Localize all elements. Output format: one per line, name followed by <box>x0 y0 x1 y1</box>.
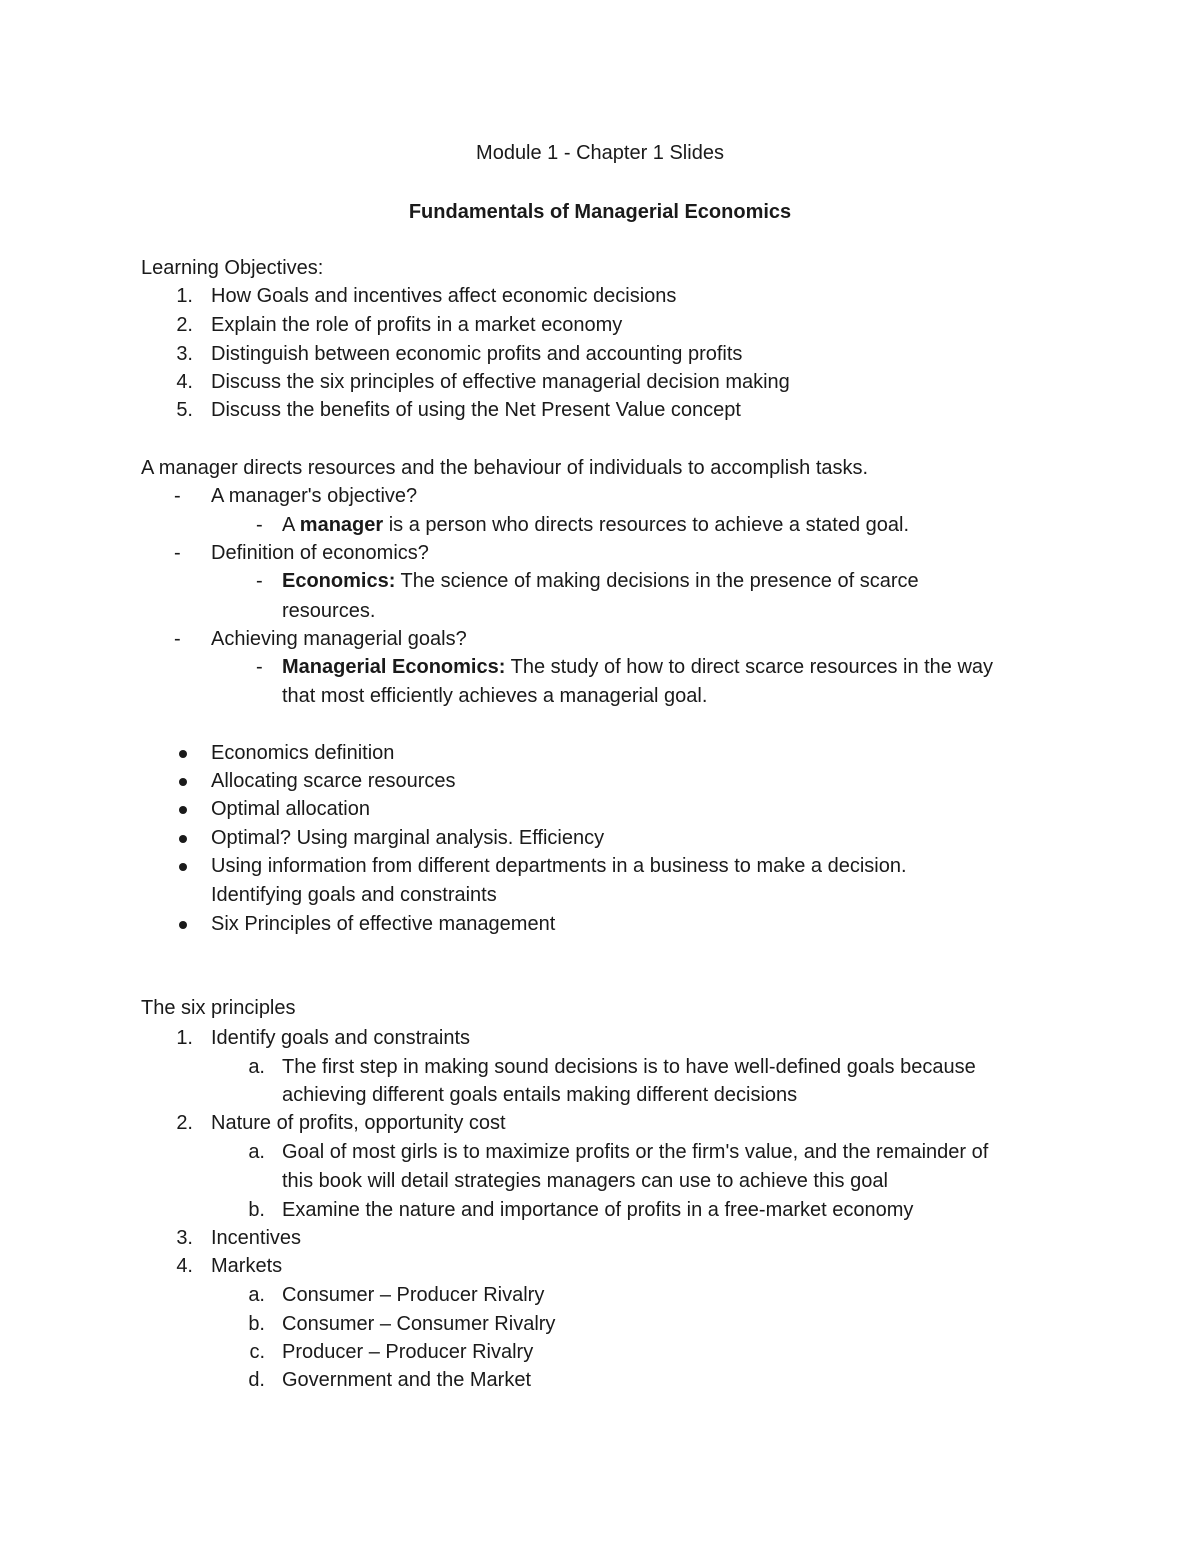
dash-marker: - <box>256 656 263 678</box>
definition-text: The science of making decisions in the presence of scarce <box>395 570 919 592</box>
sub-item-letter: d. <box>248 1369 265 1391</box>
bullet-icon <box>179 806 187 814</box>
objective-item: Discuss the benefits of using the Net Present Value concept <box>211 399 741 421</box>
principle-item: Nature of profits, opportunity cost <box>211 1112 506 1134</box>
sub-item-letter: c. <box>249 1341 265 1363</box>
principle-number: 1. <box>176 1027 193 1049</box>
economics-definition-cont: resources. <box>282 600 376 622</box>
objective-number: 2. <box>176 314 193 336</box>
definition-text: is a person who directs resources to achieve a stated goal. <box>383 514 910 536</box>
sub-item: The first step in making sound decisions is to have well-defined goals because <box>282 1056 976 1078</box>
sub-item: Examine the nature and importance of profits in a free-market economy <box>282 1199 914 1221</box>
definition-term: manager <box>299 514 384 536</box>
economics-question: Definition of economics? <box>211 542 429 564</box>
sub-item: Consumer – Producer Rivalry <box>282 1284 545 1306</box>
definition-term: Economics: <box>282 570 396 592</box>
bullet-item: Using information from different departments in a business to make a decision. <box>211 855 907 877</box>
learning-objectives-heading: Learning Objectives: <box>141 257 324 279</box>
bullet-item: Optimal? Using marginal analysis. Efficiency <box>211 827 605 849</box>
sub-item: Consumer – Consumer Rivalry <box>282 1313 556 1335</box>
main-title: Fundamentals of Managerial Economics <box>408 201 792 223</box>
dash-marker: - <box>256 514 263 536</box>
definition-term: Managerial Economics: <box>282 656 506 678</box>
dash-marker: - <box>256 570 263 592</box>
objective-item: How Goals and incentives affect economic decisions <box>211 285 677 307</box>
bullet-icon <box>179 778 187 786</box>
module-title: Module 1 - Chapter 1 Slides <box>476 142 724 164</box>
bullet-icon <box>179 835 187 843</box>
bullet-icon <box>179 863 187 871</box>
objective-item: Distinguish between economic profits and accounting profits <box>211 343 743 365</box>
principle-item: Incentives <box>211 1227 302 1249</box>
sub-item: Goal of most girls is to maximize profits or the firm's value, and the remainder of <box>282 1141 989 1163</box>
definition-text: The study of how to direct scarce resources in the way <box>505 656 994 678</box>
definition-prefix: A <box>282 514 300 536</box>
dash-marker: - <box>174 628 181 650</box>
goals-question: Achieving managerial goals? <box>211 628 467 650</box>
sub-item: Producer – Producer Rivalry <box>282 1341 534 1363</box>
objective-number: 3. <box>176 343 193 365</box>
objective-item: Explain the role of profits in a market economy <box>211 314 623 336</box>
economics-definition <box>282 567 919 595</box>
principle-number: 2. <box>176 1112 193 1134</box>
sub-item: Government and the Market <box>282 1369 532 1391</box>
bullet-icon <box>179 921 187 929</box>
bullet-item-cont: Identifying goals and constraints <box>211 884 497 906</box>
sub-item-letter: a. <box>248 1141 265 1163</box>
bullet-item: Allocating scarce resources <box>211 770 456 792</box>
bullet-icon <box>179 750 187 758</box>
principle-number: 4. <box>176 1255 193 1277</box>
manager-definition <box>282 511 909 539</box>
bullet-item: Economics definition <box>211 742 395 764</box>
bullet-item: Six Principles of effective management <box>211 913 556 935</box>
principle-number: 3. <box>176 1227 193 1249</box>
manager-intro: A manager directs resources and the behaviour of individuals to accomplish tasks. <box>141 457 869 479</box>
principles-heading: The six principles <box>141 997 296 1019</box>
sub-item-letter: a. <box>248 1284 265 1306</box>
managerial-economics-definition-cont: that most efficiently achieves a managerial goal. <box>282 685 708 707</box>
managerial-economics-definition <box>282 653 993 681</box>
dash-marker: - <box>174 542 181 564</box>
sub-item-cont: achieving different goals entails making different decisions <box>282 1084 798 1106</box>
objective-number: 1. <box>176 285 193 307</box>
principle-item: Identify goals and constraints <box>211 1027 471 1049</box>
objective-number: 5. <box>176 399 193 421</box>
principle-item: Markets <box>211 1255 283 1277</box>
objective-number: 4. <box>176 371 193 393</box>
manager-question: A manager's objective? <box>211 485 418 507</box>
sub-item-letter: a. <box>248 1056 265 1078</box>
objective-item: Discuss the six principles of effective managerial decision making <box>211 371 790 393</box>
bullet-item: Optimal allocation <box>211 798 370 820</box>
sub-item-letter: b. <box>248 1199 265 1221</box>
sub-item-letter: b. <box>248 1313 265 1335</box>
dash-marker: - <box>174 485 181 507</box>
sub-item-cont: this book will detail strategies managers can use to achieve this goal <box>282 1170 888 1192</box>
